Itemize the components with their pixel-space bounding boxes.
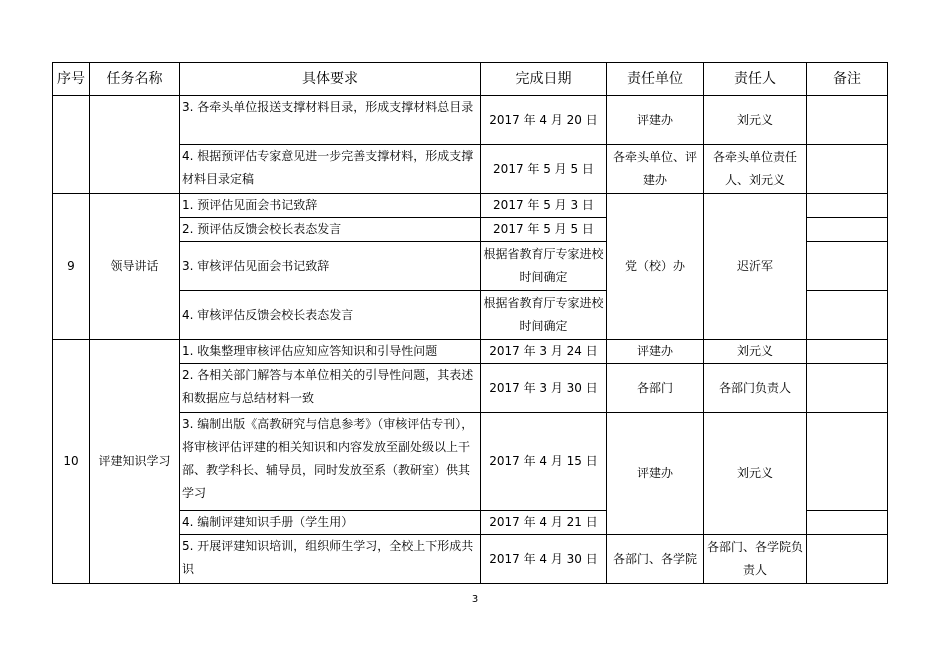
date-cell: 2017 年 3 月 30 日 — [481, 364, 607, 413]
task-cell: 领导讲话 — [90, 194, 180, 340]
note-cell — [807, 364, 888, 413]
requirement-cell: 4. 审核评估反馈会校长表态发言 — [180, 291, 481, 340]
seq-cell: 10 — [53, 340, 90, 584]
unit-cell: 党（校）办 — [607, 194, 704, 340]
date-cell: 2017 年 4 月 15 日 — [481, 413, 607, 511]
requirement-cell: 3. 编制出版《高教研究与信息参考》（审核评估专刊），将审核评估评建的相关知识和内容发放至副处级以上干部、教学科长、辅导员，同时发放至系（教研室）供其学习 — [180, 413, 481, 511]
seq-cell: 9 — [53, 194, 90, 340]
person-cell: 刘元义 — [704, 96, 807, 145]
person-cell: 各牵头单位责任人、刘元义 — [704, 145, 807, 194]
unit-cell: 评建办 — [607, 96, 704, 145]
header-date: 完成日期 — [481, 63, 607, 96]
note-cell — [807, 194, 888, 218]
header-person: 责任人 — [704, 63, 807, 96]
person-cell: 迟沂军 — [704, 194, 807, 340]
seq-cell — [53, 96, 90, 194]
date-cell: 2017 年 5 月 5 日 — [481, 145, 607, 194]
page-number: 3 — [471, 594, 479, 605]
note-cell — [807, 218, 888, 242]
header-row — [53, 63, 888, 96]
date-cell: 2017 年 5 月 3 日 — [481, 194, 607, 218]
person-cell: 刘元义 — [704, 413, 807, 535]
unit-cell: 评建办 — [607, 413, 704, 535]
note-cell — [807, 96, 888, 145]
unit-cell: 评建办 — [607, 340, 704, 364]
task-cell — [90, 96, 180, 194]
header-seq: 序号 — [53, 63, 90, 96]
table-row — [53, 96, 888, 145]
date-cell: 2017 年 4 月 20 日 — [481, 96, 607, 145]
requirement-cell: 2. 各相关部门解答与本单位相关的引导性问题，其表述和数据应与总结材料一致 — [180, 364, 481, 413]
table-row — [53, 340, 888, 364]
person-cell: 各部门、各学院负责人 — [704, 535, 807, 584]
requirement-cell: 1. 预评估见面会书记致辞 — [180, 194, 481, 218]
header-task: 任务名称 — [90, 63, 180, 96]
note-cell — [807, 413, 888, 511]
requirement-cell: 1. 收集整理审核评估应知应答知识和引导性问题 — [180, 340, 481, 364]
requirement-cell: 3. 各牵头单位报送支撑材料目录，形成支撑材料总目录 — [180, 96, 481, 145]
requirement-cell: 5. 开展评建知识培训，组织师生学习，全校上下形成共识 — [180, 535, 481, 584]
requirement-cell: 4. 编制评建知识手册（学生用） — [180, 511, 481, 535]
date-cell: 2017 年 4 月 21 日 — [481, 511, 607, 535]
date-cell: 2017 年 5 月 5 日 — [481, 218, 607, 242]
date-cell: 2017 年 3 月 24 日 — [481, 340, 607, 364]
task-cell: 评建知识学习 — [90, 340, 180, 584]
task-table — [52, 62, 888, 584]
unit-cell: 各牵头单位、评建办 — [607, 145, 704, 194]
header-note: 备注 — [807, 63, 888, 96]
person-cell: 刘元义 — [704, 340, 807, 364]
header-requirement: 具体要求 — [180, 63, 481, 96]
note-cell — [807, 291, 888, 340]
date-cell: 根据省教育厅专家进校时间确定 — [481, 291, 607, 340]
requirement-cell: 3. 审核评估见面会书记致辞 — [180, 242, 481, 291]
header-unit: 责任单位 — [607, 63, 704, 96]
note-cell — [807, 242, 888, 291]
unit-cell: 各部门、各学院 — [607, 535, 704, 584]
requirement-cell: 4. 根据预评估专家意见进一步完善支撑材料，形成支撑材料目录定稿 — [180, 145, 481, 194]
date-cell: 2017 年 4 月 30 日 — [481, 535, 607, 584]
requirement-cell: 2. 预评估反馈会校长表态发言 — [180, 218, 481, 242]
note-cell — [807, 145, 888, 194]
person-cell: 各部门负责人 — [704, 364, 807, 413]
note-cell — [807, 535, 888, 584]
date-cell: 根据省教育厅专家进校时间确定 — [481, 242, 607, 291]
note-cell — [807, 340, 888, 364]
unit-cell: 各部门 — [607, 364, 704, 413]
table-row — [53, 194, 888, 218]
note-cell — [807, 511, 888, 535]
